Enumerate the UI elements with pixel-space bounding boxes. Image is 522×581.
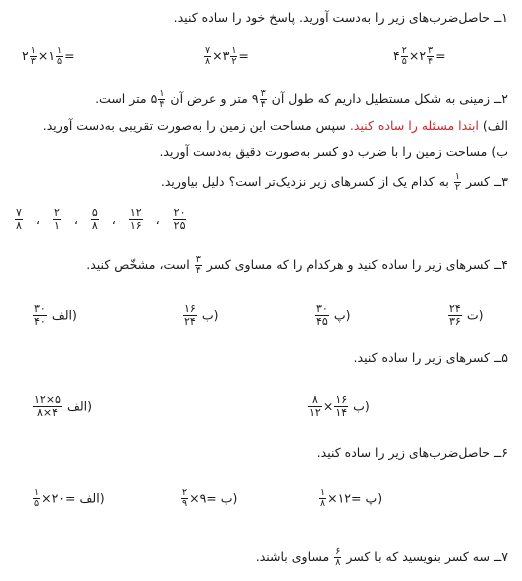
fraction: $\frac{۱}{۵}$ (57, 45, 63, 67)
fraction: $\frac{۱}{۲}$ (231, 45, 237, 67)
q3-fraction-list: $\frac{۷}{۸}$ ، $\frac{۲}{۱}$ ، $\frac{۵}{۸}$ ، $\frac{۱۲}{۱۶}$ ، $\frac{۲۰}{۲۵}$ (16, 206, 186, 232)
fraction: $\frac{۷}{۸}$ (16, 206, 22, 232)
question-2-part-b: ب) مساحت زمین را با ضرب دو کسر به‌صورت دقیق به‌دست آورید. (159, 144, 508, 159)
fraction: $\frac{۳}{۴}$ (195, 254, 201, 276)
fraction: $\frac{۶}{۸}$ (335, 546, 341, 568)
q6-item-c: $\frac{۱}{۸}$ ×۱۲= پ) (320, 487, 383, 509)
whole-number: ۲ (22, 48, 29, 63)
fraction: $\frac{۲}{۱}$ (53, 206, 60, 232)
q4-item-a: $\frac{۳۰}{۴۰}$ الف) (34, 302, 77, 328)
question-3-text: ۳ــ کسر $\frac{۱}{۲}$ به کدام یک از کسرهای زیر نزدیک‌تر است؟ دلیل بیاورید. (160, 171, 508, 193)
q6-item-a: $\frac{۱}{۵}$ ×۲۰= الف) (34, 487, 105, 509)
q1-expression-3: ۴ $\frac{۲}{۵}$ ×۲ $\frac{۳}{۴}$ = (393, 45, 446, 67)
q5-item-a: $\frac{۱۲\times ۵}{۸\times ۴}$ الف) (34, 393, 93, 419)
question-7-text: ۷ــ سه کسر بنویسید که با کسر $\frac{۶}{۸}$ مساوی باشند. (255, 546, 508, 568)
q1-expression-1: ۲ $\frac{۱}{۳}$ ×۱ $\frac{۱}{۵}$ = (22, 45, 75, 67)
q4-item-b: $\frac{۱۶}{۲۴}$ ب) (184, 302, 219, 328)
q1-expression-2: $\frac{۷}{۸}$ ×۳ $\frac{۱}{۲}$ = (205, 45, 249, 67)
question-2-text: ۲ــ زمینی به شکل مستطیل داریم که طول آن $\frac{۳}{۴}$ ۹ متر و عرض آن $\frac{۱}{۴}$ ۵ متر است. (95, 88, 508, 110)
fraction: $\frac{۱}{۳}$ (30, 45, 36, 67)
fraction: $\frac{۱}{۲}$ (454, 171, 460, 193)
highlighted-instruction: ابتدا مسئله را ساده کنید. (349, 118, 479, 133)
question-4-text: ۴ــ کسرهای زیر را ساده کنید و هرکدام را که مساوی کسر $\frac{۳}{۴}$ است، مشخّص کنید. (86, 254, 508, 276)
q5-item-b: $\frac{۸}{۱۲}$ × $\frac{۱۶}{۱۴}$ ب) (309, 393, 370, 419)
question-6-title: ۶ــ حاصل‌ضرب‌های زیر را ساده کنید. (316, 445, 508, 460)
fraction: $\frac{۵}{۸}$ (91, 206, 98, 232)
fraction: $\frac{۲}{۵}$ (401, 45, 407, 67)
question-2-part-a: الف) ابتدا مسئله را ساده کنید. سپس مساحت این زمین را به‌صورت تقریبی به‌دست آورید. (42, 118, 508, 133)
fraction: $\frac{۲۰}{۲۵}$ (173, 206, 186, 232)
question-5-title: ۵ــ کسرهای زیر را ساده کنید. (353, 350, 508, 365)
fraction: $\frac{۷}{۸}$ (205, 45, 211, 67)
fraction: $\frac{۱۲}{۱۶}$ (129, 206, 142, 232)
fraction: $\frac{۳}{۴}$ (428, 45, 434, 67)
q6-item-b: $\frac{۲}{۹}$ ×۹= ب) (182, 487, 238, 509)
q4-item-c: $\frac{۳۰}{۴۵}$ پ) (316, 302, 351, 328)
q4-item-d: $\frac{۲۴}{۳۶}$ ت) (449, 302, 484, 328)
question-1-title: ۱ــ حاصل‌ضرب‌های زیر را به‌دست آورید. پاسخ خود را ساده کنید. (173, 10, 508, 25)
width-fraction: $\frac{۱}{۴}$ (159, 88, 165, 110)
length-fraction: $\frac{۳}{۴}$ (260, 88, 266, 110)
